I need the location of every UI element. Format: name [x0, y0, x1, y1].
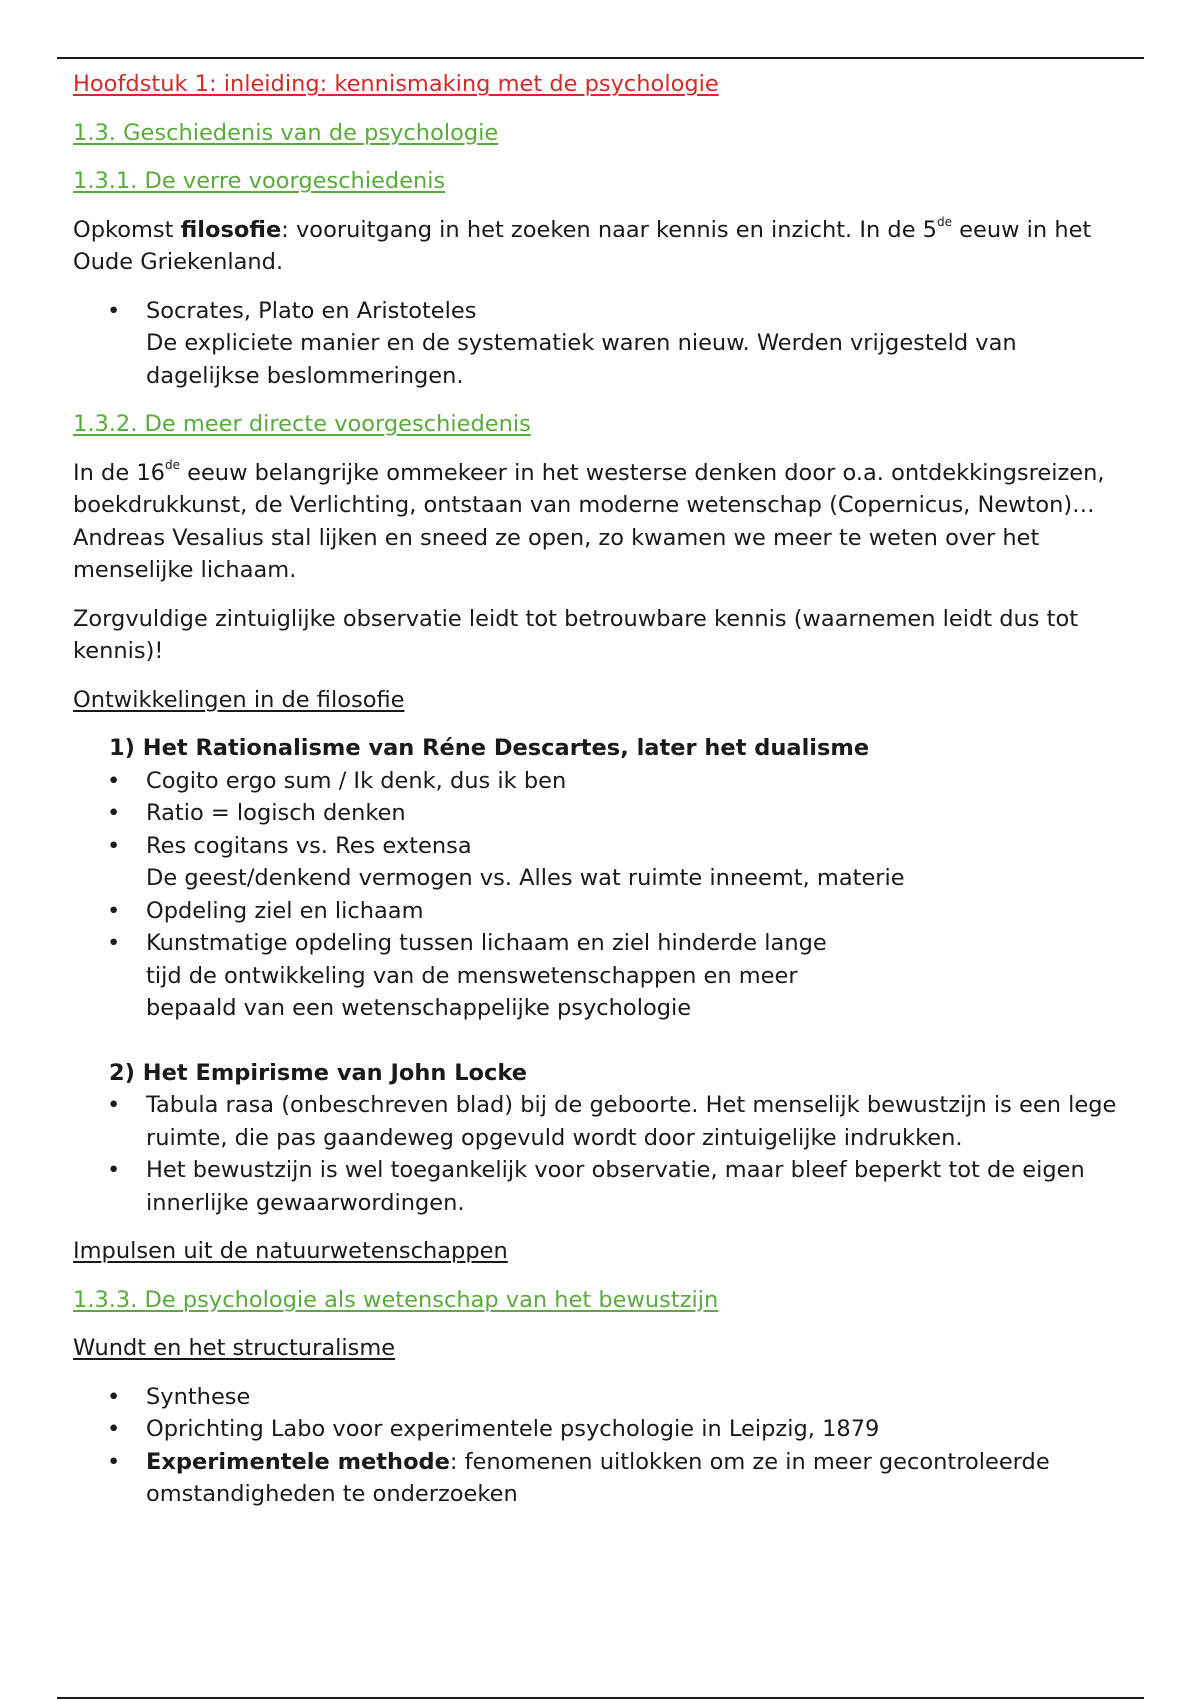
list-item: • Tabula rasa (onbeschreven blad) bij de geboorte. Het menselijk bewustzijn is een lege ruimte, die pas gaandeweg opgevuld wordt door zintuigelijke indrukken.: [107, 1092, 1117, 1151]
list-item: • Kunstmatige opdeling tussen lichaam en ziel hinderde lange tijd de ontwikkeling van de menswetenschappen en meer bepaald van een wetenschappelijke psychologie: [107, 930, 827, 1021]
list-item: • Ratio = logisch denken: [107, 800, 406, 826]
list-philosophers: [73, 295, 1133, 393]
list-item: • Res cogitans vs. Res extensa De geest/denkend vermogen vs. Alles wat ruimte inneemt, materie: [107, 832, 905, 891]
chapter-title: Hoofdstuk 1: inleiding: kennismaking met de psychologie: [73, 71, 719, 97]
rationalisme-heading: 1) Het Rationalisme van Réne Descartes, later het dualisme: [109, 735, 870, 761]
list-item: • Synthese: [107, 1383, 251, 1410]
paragraph-16de-eeuw: In de 16de eeuw belangrijke ommekeer in het westerse denken door o.a. ontdekkingsreizen, boekdrukkunst, de Verlichting, ontstaan van moderne wetenschap (Copernicus, Newton)… Andreas Vesalius stal lijken en sneed ze open, zo kwamen we meer te weten over het menselijke lichaam.: [73, 458, 1105, 583]
paragraph-observatie: Zorgvuldige zintuiglijke observatie leidt tot betrouwbare kennis (waarnemen leidt dus tot kennis)!: [73, 605, 1079, 664]
bottom-rule: [57, 1697, 1144, 1699]
list-wundt: [73, 1381, 1133, 1511]
list-item: • Experimentele methode: fenomenen uitlokken om ze in meer gecontroleerde omstandigheden te onderzoeken: [107, 1448, 1050, 1507]
section-heading-1-3-2: 1.3.2. De meer directe voorgeschiedenis: [73, 411, 531, 437]
section-heading-1-3: 1.3. Geschiedenis van de psychologie: [73, 119, 499, 146]
section-heading-1-3-1: 1.3.1. De verre voorgeschiedenis: [73, 168, 446, 194]
list-item: • Opdeling ziel en lichaam: [107, 897, 424, 924]
subheading-filosofie: Ontwikkelingen in de filosofie: [73, 686, 405, 713]
list-item: • Socrates, Plato en Aristoteles De expliciete manier en de systematiek waren nieuw. Werden vrijgesteld van dagelijkse beslommeringen.: [107, 297, 1017, 389]
empirisme-heading: 2) Het Empirisme van John Locke: [109, 1059, 527, 1086]
list-item: • Cogito ergo sum / Ik denk, dus ik ben: [107, 767, 567, 794]
list-item: • Het bewustzijn is wel toegankelijk voor observatie, maar bleef beperkt tot de eigen innerlijke gewaarwordingen.: [107, 1157, 1085, 1216]
list-item: • Oprichting Labo voor experimentele psychologie in Leipzig, 1879: [107, 1416, 880, 1442]
paragraph-filosofie: Opkomst filosofie: vooruitgang in het zoeken naar kennis en inzicht. In de 5de eeuw in het Oude Griekenland.: [73, 215, 1092, 275]
list-rationalisme: [73, 765, 1133, 1025]
subheading-wundt: Wundt en het structuralisme: [73, 1335, 396, 1361]
top-rule: [57, 57, 1144, 59]
list-empirisme: [73, 1089, 1133, 1219]
subheading-impulsen: Impulsen uit de natuurwetenschappen: [73, 1238, 508, 1264]
section-heading-1-3-3: 1.3.3. De psychologie als wetenschap van het bewustzijn: [73, 1286, 719, 1313]
document-body: [73, 68, 1133, 1527]
